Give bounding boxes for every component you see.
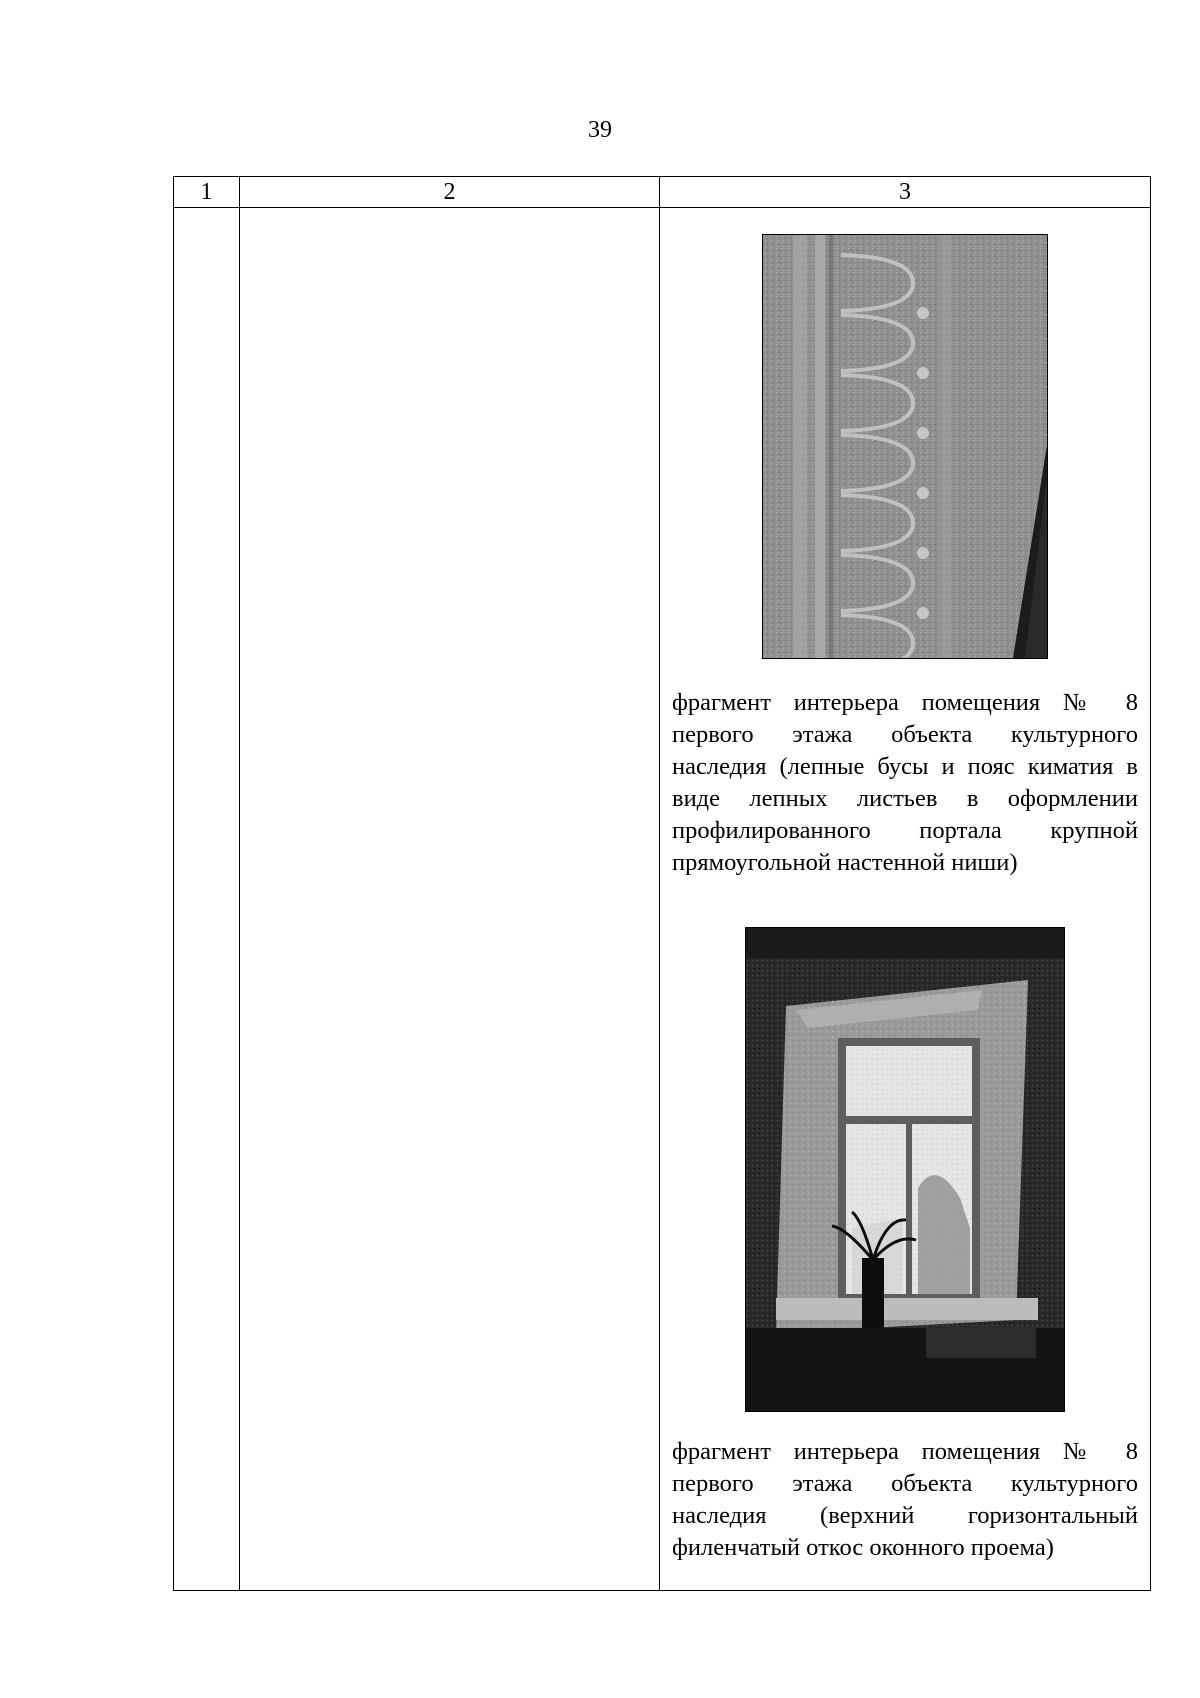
document-table bbox=[173, 176, 1151, 1591]
cell-number bbox=[174, 208, 240, 1591]
photo-caption-2: фрагмент интерьера помещения № 8 первого этажа объекта культурного наследия (верхний горизонтальный филенчатый откос оконного проема) bbox=[672, 1438, 1138, 1561]
window-opening-photo bbox=[745, 927, 1065, 1412]
page-number: 39 bbox=[588, 117, 612, 143]
column-header-1: 1 bbox=[174, 177, 240, 208]
cell-description bbox=[240, 208, 660, 1591]
column-header-2: 2 bbox=[240, 177, 660, 208]
cell-photos bbox=[660, 208, 1151, 1591]
column-header-3: 3 bbox=[660, 177, 1151, 208]
photo-caption-1: фрагмент интерьера помещения № 8 первого этажа объекта культурного наследия (лепные бусы и пояс киматия в виде лепных листьев в оформлении профилированного портала крупной прямоугольной настенной ниши) bbox=[672, 689, 1138, 876]
table-row bbox=[174, 208, 1151, 1591]
table-header-row bbox=[174, 177, 1151, 208]
stucco-beads-kymation-photo bbox=[762, 234, 1048, 659]
